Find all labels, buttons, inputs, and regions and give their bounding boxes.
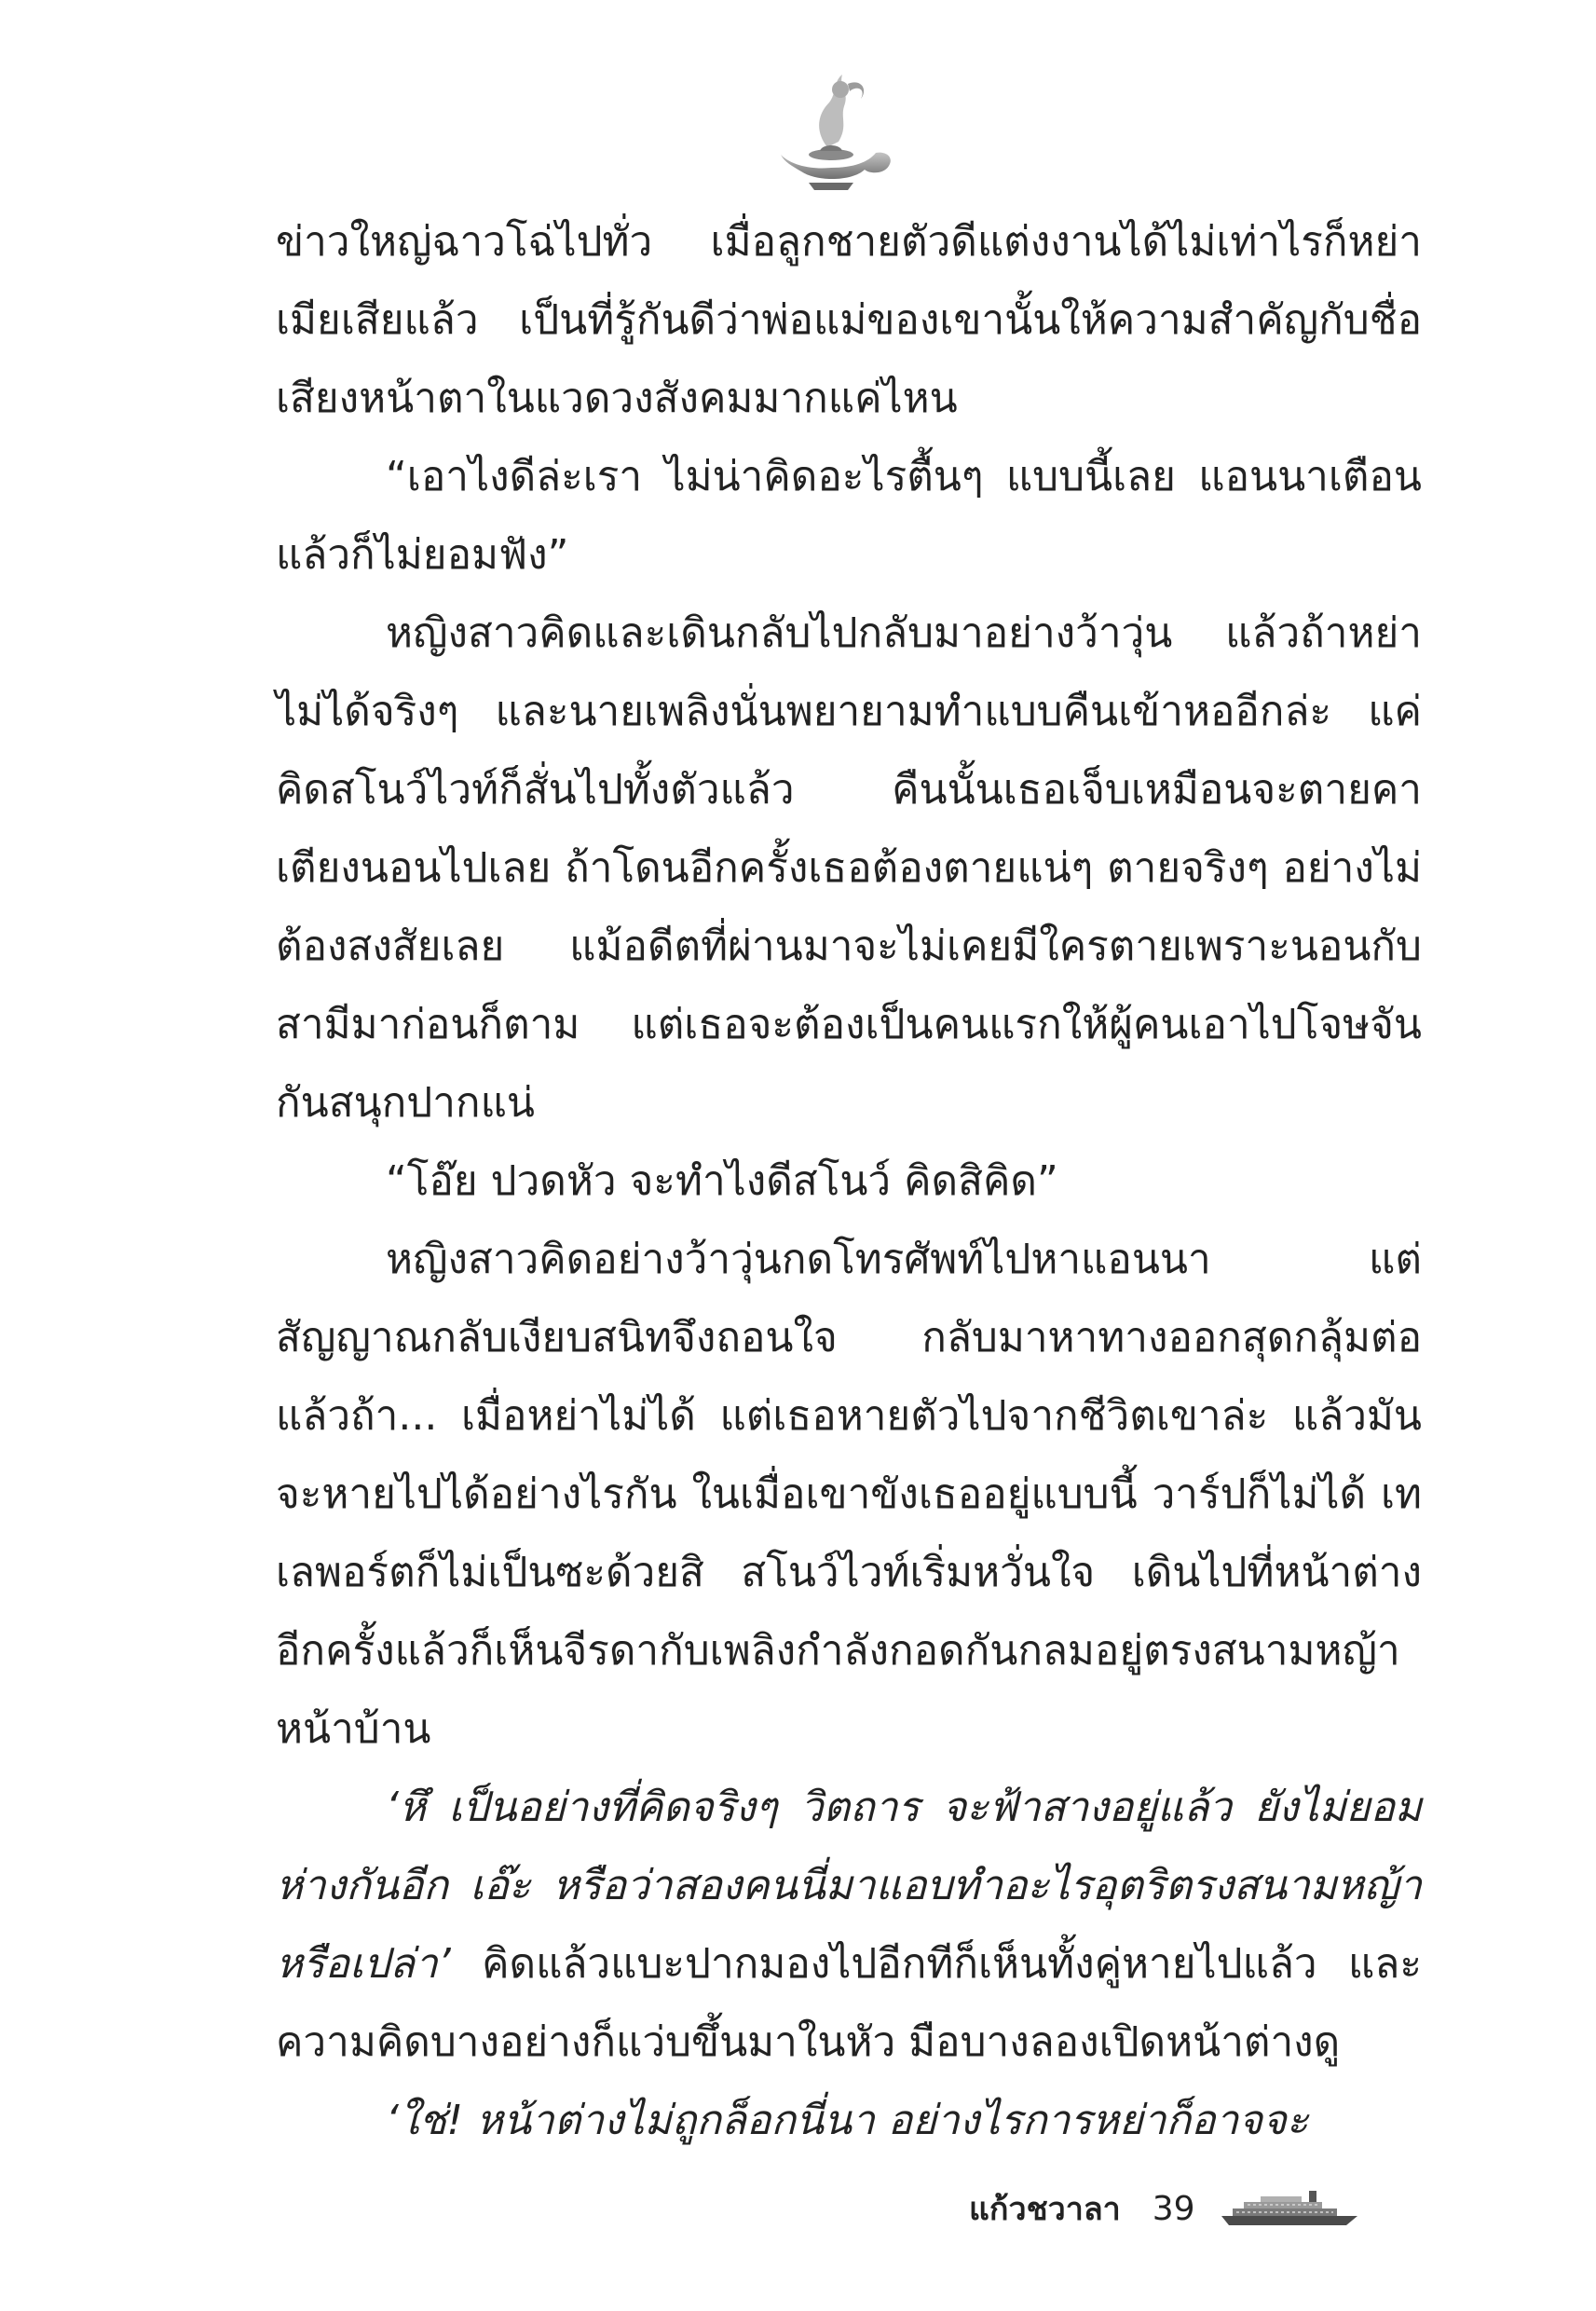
cruise-ship-icon [1220, 2188, 1359, 2229]
paragraph-7-thought [276, 2082, 1422, 2160]
paragraph-6-thought [276, 1769, 1422, 2082]
paragraph-text: คิดแล้วแบะปากมองไปอีกทีก็เห็นทั้งคู่หายไปแล้ว และความคิดบางอย่างก็แว่บขึ้นมาในหัว มือบางลองเปิดหน้าต่างดู [276, 1940, 1422, 2066]
thought-text: ‘ใช่! หน้าต่างไม่ถูกล็อกนี่นา อย่างไรการหย่าก็อาจจะ [386, 2097, 1309, 2144]
paragraph-4-dialogue [276, 1142, 1422, 1221]
paragraph-text: ข่าวใหญ่ฉาวโฉ่ไปทั่ว เมื่อลูกชายตัวดีแต่งงานได้ไม่เท่าไรก็หย่าเมียเสียแล้ว เป็นที่รู้กันดีว่าพ่อแม่ของเขานั้นให้ความสำคัญกับชื่อเสียงหน้าตาในแวดวงสังคมมากแค่ไหน [276, 218, 1422, 422]
genie-lamp-icon [764, 65, 904, 205]
paragraph-text: หญิงสาวคิดอย่างว้าวุ่นกดโทรศัพท์ไปหาแอนนา แต่สัญญาณกลับเงียบสนิทจึงถอนใจ กลับมาหาทางออกสุดกลุ้มต่อ แล้วถ้า... เมื่อหย่าไม่ได้ แต่เธอหายตัวไปจากชีวิตเขาล่ะ แล้วมันจะหายไปได้อย่างไรกัน ในเมื่อเขาขังเธออยู่แบบนี้ วาร์ปก็ไม่ได้ เทเลพอร์ตก็ไม่เป็นซะด้วยสิ สโนว์ไวท์เริ่มหวั่นใจ เดินไปที่หน้าต่างอีกครั้งแล้วก็เห็นจีรดากับเพลิงกำลังกอดกันกลมอยู่ตรงสนามหญ้าหน้าบ้าน [276, 1236, 1422, 1753]
page-number: 39 [1152, 2189, 1195, 2228]
paragraph-2-dialogue [276, 438, 1422, 595]
body-text [276, 203, 1422, 2160]
paragraph-5 [276, 1221, 1422, 1769]
book-title: แก้วชวาลา [969, 2191, 1121, 2228]
paragraph-3 [276, 595, 1422, 1142]
page-footer [969, 2181, 1398, 2236]
paragraph-1 [276, 203, 1422, 438]
thought-text: ‘หึ เป็นอย่างที่คิดจริงๆ วิตถาร จะฟ้าสางอยู่แล้ว ยังไม่ยอมห่างกันอีก เอ๊ะ หรือว่าสองคนนี่มาแอบทำอะไรอุตริตรงสนามหญ้าหรือเปล่า’ [276, 1784, 1422, 1988]
paragraph-text: หญิงสาวคิดและเดินกลับไปกลับมาอย่างว้าวุ่น แล้วถ้าหย่าไม่ได้จริงๆ และนายเพลิงนั่นพยายามทำแบบคืนเข้าหออีกล่ะ แค่คิดสโนว์ไวท์ก็สั่นไปทั้งตัวแล้ว คืนนั้นเธอเจ็บเหมือนจะตายคาเตียงนอนไปเลย ถ้าโดนอีกครั้งเธอต้องตายแน่ๆ ตายจริงๆ อย่างไม่ต้องสงสัยเลย แม้อดีตที่ผ่านมาจะไม่เคยมีใครตายเพราะนอนกับสามีมาก่อนก็ตาม แต่เธอจะต้องเป็นคนแรกให้ผู้คนเอาไปโจษจันกันสนุกปากแน่ [276, 609, 1422, 1127]
paragraph-text: “โอ๊ย ปวดหัว จะทำไงดีสโนว์ คิดสิคิด” [386, 1157, 1058, 1205]
paragraph-text: “เอาไงดีล่ะเรา ไม่น่าคิดอะไรตื้นๆ แบบนี้เลย แอนนาเตือนแล้วก็ไม่ยอมฟัง” [276, 453, 1422, 579]
